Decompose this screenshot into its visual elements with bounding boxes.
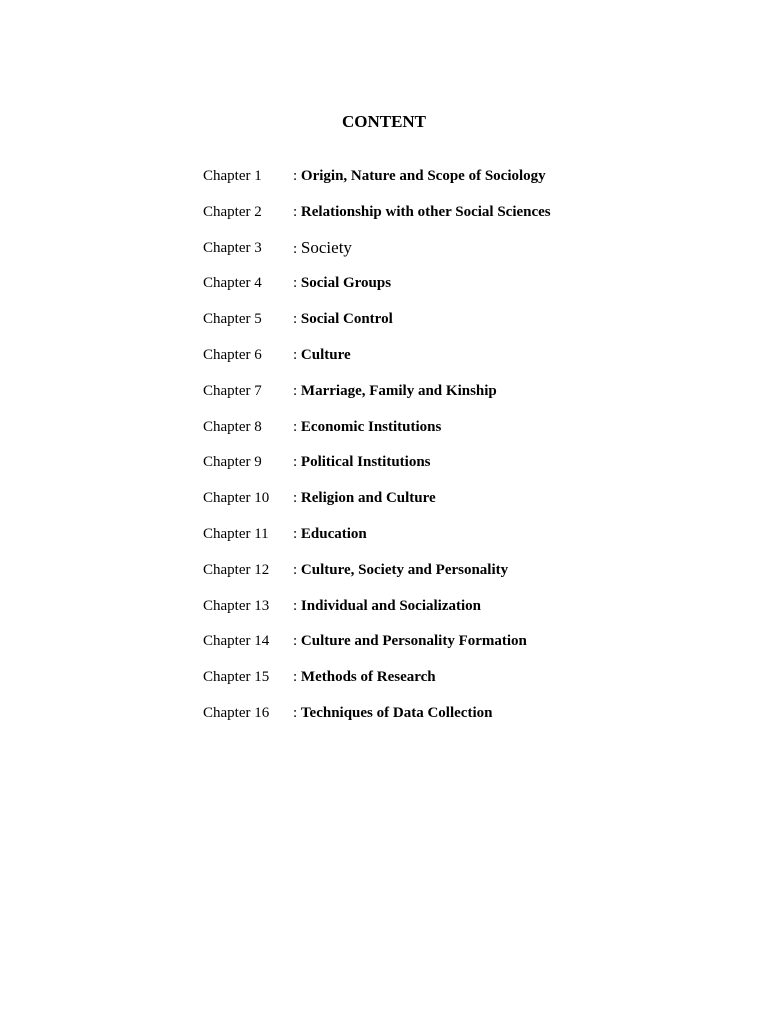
chapter-label: Chapter 4 <box>203 275 262 292</box>
chapter-title: Culture and Personality Formation <box>300 633 527 650</box>
toc-row <box>203 166 723 202</box>
chapter-title: Society <box>300 237 352 257</box>
chapter-entry <box>293 238 352 259</box>
table-of-contents <box>203 166 723 739</box>
chapter-entry <box>293 309 393 329</box>
toc-row <box>203 667 723 703</box>
chapter-label: Chapter 2 <box>203 203 262 220</box>
toc-row <box>203 560 723 596</box>
chapter-label: Chapter 9 <box>203 454 262 471</box>
chapter-label: Chapter 3 <box>203 239 262 256</box>
chapter-label: Chapter 15 <box>203 669 270 686</box>
separator: : <box>293 275 298 292</box>
chapter-entry <box>293 488 436 508</box>
separator: : <box>293 525 298 542</box>
chapter-entry <box>293 667 436 687</box>
chapter-title: Marriage, Family and Kinship <box>300 382 497 399</box>
chapter-label: Chapter 6 <box>203 346 262 363</box>
chapter-label: Chapter 8 <box>203 418 262 435</box>
chapter-title: Culture <box>300 346 351 363</box>
chapter-label: Chapter 14 <box>203 633 270 650</box>
chapter-title: Religion and Culture <box>300 490 436 507</box>
chapter-title: Techniques of Data Collection <box>300 704 493 721</box>
separator: : <box>293 454 298 471</box>
chapter-label: Chapter 10 <box>203 490 270 507</box>
separator: : <box>293 240 298 257</box>
separator: : <box>293 490 298 507</box>
toc-row <box>203 202 723 238</box>
chapter-entry <box>293 703 492 723</box>
chapter-title: Political Institutions <box>300 454 431 471</box>
chapter-entry <box>293 631 527 651</box>
toc-row <box>203 417 723 453</box>
chapter-label: Chapter 13 <box>203 597 270 614</box>
chapter-entry <box>293 452 431 472</box>
toc-row <box>203 381 723 417</box>
chapter-entry <box>293 524 367 544</box>
toc-row <box>203 524 723 560</box>
toc-row <box>203 631 723 667</box>
chapter-label: Chapter 5 <box>203 311 262 328</box>
toc-row <box>203 703 723 739</box>
chapter-title: Methods of Research <box>300 669 436 686</box>
page-title: CONTENT <box>341 112 427 131</box>
chapter-entry <box>293 273 391 293</box>
chapter-title: Relationship with other Social Sciences <box>300 203 551 220</box>
chapter-entry <box>293 596 481 616</box>
toc-row <box>203 488 723 524</box>
chapter-title: Social Control <box>300 311 393 328</box>
separator: : <box>293 561 298 578</box>
toc-row <box>203 452 723 488</box>
chapter-label: Chapter 11 <box>203 525 269 542</box>
chapter-title: Social Groups <box>300 275 392 292</box>
chapter-entry <box>293 345 351 365</box>
toc-row <box>203 345 723 381</box>
chapter-label: Chapter 1 <box>203 168 262 184</box>
chapter-label: Chapter 16 <box>203 704 270 721</box>
separator: : <box>293 346 298 363</box>
toc-row <box>203 273 723 309</box>
chapter-title: Individual and Socialization <box>300 597 481 614</box>
chapter-entry <box>293 202 551 222</box>
chapter-entry <box>293 381 497 401</box>
separator: : <box>293 669 298 686</box>
separator: : <box>293 382 298 399</box>
chapter-title: Culture, Society and Personality <box>300 561 509 578</box>
separator: : <box>293 704 298 721</box>
separator: : <box>293 168 298 184</box>
separator: : <box>293 633 298 650</box>
chapter-label: Chapter 7 <box>203 382 262 399</box>
chapter-entry <box>293 166 546 186</box>
separator: : <box>293 311 298 328</box>
separator: : <box>293 203 298 220</box>
chapter-entry <box>293 560 508 580</box>
toc-row <box>203 596 723 632</box>
chapter-label: Chapter 12 <box>203 561 270 578</box>
toc-row <box>203 309 723 345</box>
chapter-title: Economic Institutions <box>300 418 442 435</box>
chapter-title: Origin, Nature and Scope of Sociology <box>300 168 546 184</box>
toc-row <box>203 238 723 274</box>
separator: : <box>293 597 298 614</box>
separator: : <box>293 418 298 435</box>
chapter-entry <box>293 417 441 437</box>
chapter-title: Education <box>300 525 367 542</box>
